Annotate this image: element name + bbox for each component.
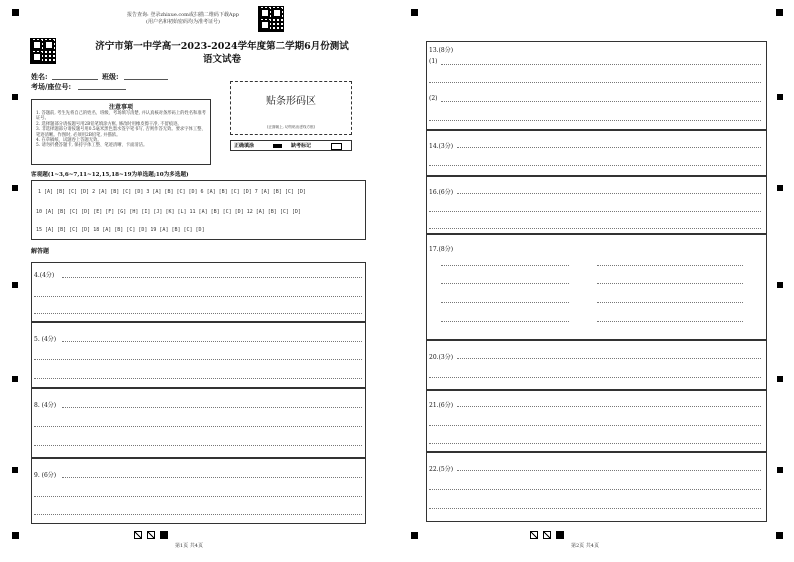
answer-line[interactable] [457, 470, 761, 471]
instruction-item: 4. 在草稿纸、试题卷上答题无效。 [36, 138, 102, 144]
answer-line[interactable] [441, 283, 569, 284]
answer-line[interactable] [34, 359, 362, 360]
answer-line[interactable] [62, 341, 362, 342]
answer-line[interactable] [457, 147, 761, 148]
subjective-title: 解答题 [31, 248, 50, 255]
class-blank[interactable] [124, 79, 168, 80]
sub-question-label: (1) [429, 58, 438, 65]
correct-fill-label: 正确填涂 [234, 143, 255, 149]
timing-mark [777, 185, 783, 191]
barcode-label: 贴条形码区 [266, 96, 316, 107]
question-label: 8. (4分) [34, 402, 57, 409]
answer-line[interactable] [441, 265, 569, 266]
question-label: 13.(8分) [429, 47, 454, 54]
missing-mark-label: 缺考标记 [291, 143, 312, 149]
answer-line[interactable] [429, 489, 761, 490]
room-label: 考场/座位号: [31, 82, 72, 91]
answer-line[interactable] [457, 193, 761, 194]
name-label: 姓名: [31, 72, 48, 81]
name-blank[interactable] [52, 79, 98, 80]
answer-line[interactable] [597, 321, 743, 322]
answer-block-q16 [426, 176, 767, 234]
question-label: 16.(6分) [429, 189, 454, 196]
objective-row[interactable]: 1 [A] [B] [C] [D] 2 [A] [B] [C] [D] 3 [A] [B] [C] [D] 6 [A] [B] [C] [D] 7 [A] [B] [C] [D] [38, 189, 306, 195]
notice-line2: (用户名和初始密码均为准考证号) [146, 19, 220, 25]
question-label: 22.(5分) [429, 466, 454, 473]
barcode-area [230, 81, 352, 135]
question-label: 20.(3分) [429, 354, 454, 361]
notice-line1: 报告查询: 登录zhixue.com或扫描二维码下载App [127, 12, 239, 18]
page-number-2: 第2页 共4页 [571, 543, 599, 549]
answer-line[interactable] [457, 358, 761, 359]
answer-block-q9 [31, 458, 366, 524]
fill-legend [230, 140, 352, 151]
answer-block-q5 [31, 322, 366, 388]
sub-question-label: (2) [429, 95, 438, 102]
question-label: 14.(3分) [429, 143, 454, 150]
name-field[interactable] [31, 72, 48, 82]
question-label: 4.(4分) [34, 272, 55, 279]
answer-line[interactable] [441, 101, 761, 102]
answer-block-q4 [31, 262, 366, 322]
page-marker [134, 531, 142, 539]
instruction-item: 3. 非选择题部分请按题号用0.5毫米黑色墨水签字笔书写, 否则作答无效。要求字体工整、笔迹清晰。作图时, 必须用2B铅笔, 并描浓。 [36, 127, 206, 138]
answer-line[interactable] [62, 407, 362, 408]
answer-line[interactable] [441, 302, 569, 303]
objective-row[interactable]: 10 [A] [B] [C] [D] [E] [F] [G] [H] [I] [J] [K] [L] 11 [A] [B] [C] [D] 12 [A] [B] [C] [D] [36, 209, 301, 215]
instructions-title: 注意事项 [108, 104, 133, 111]
answer-block-q17 [426, 234, 767, 340]
corner-mark [411, 9, 418, 16]
answer-block-q14 [426, 130, 767, 176]
answer-line[interactable] [429, 120, 761, 121]
answer-line[interactable] [429, 165, 761, 166]
answer-line[interactable] [429, 443, 761, 444]
page-number-1: 第1页 共4页 [175, 543, 203, 549]
class-field[interactable] [102, 72, 119, 82]
answer-line[interactable] [34, 426, 362, 427]
timing-mark [12, 94, 18, 100]
corner-mark [776, 532, 783, 539]
answer-line[interactable] [429, 228, 761, 229]
answer-line[interactable] [597, 302, 743, 303]
timing-mark [777, 467, 783, 473]
exam-title [72, 40, 372, 66]
instructions-box [31, 99, 211, 165]
timing-mark [12, 185, 18, 191]
question-label: 5. (4分) [34, 336, 57, 343]
qr-code-app [258, 6, 284, 32]
timing-mark [777, 94, 783, 100]
answer-block-q13 [426, 41, 767, 130]
objective-title: 客观题(1~3,6~7,11~12,15,18~19为单选题;10为多选题) [31, 172, 189, 178]
answer-line[interactable] [429, 508, 761, 509]
barcode-note: (正面朝上, 切勿贴出虚线方框) [266, 125, 316, 129]
answer-block-q22 [426, 452, 767, 522]
timing-mark [12, 282, 18, 288]
instruction-item: 1. 答题前, 考生先将自己的姓名、班级、考场填写清楚, 并认真核对条形码上的姓名和准考证号。 [36, 111, 206, 122]
answer-line[interactable] [441, 64, 761, 65]
timing-mark [12, 467, 18, 473]
answer-line[interactable] [62, 277, 362, 278]
answer-line[interactable] [429, 211, 761, 212]
answer-block-q8 [31, 388, 366, 458]
timing-mark [777, 376, 783, 382]
objective-box [31, 180, 366, 240]
page-marker [160, 531, 168, 539]
exam-title-line1: 济宁市第一中学高一2023-2024学年度第二学期6月份测试 [95, 41, 349, 52]
answer-block-q20 [426, 340, 767, 390]
answer-line[interactable] [34, 313, 362, 314]
question-label: 9. (6分) [34, 472, 57, 479]
room-blank[interactable] [78, 89, 126, 90]
corner-mark [411, 532, 418, 539]
answer-block-q21 [426, 390, 767, 452]
page-marker [543, 531, 551, 539]
corner-mark [776, 9, 783, 16]
question-label: 21.(6分) [429, 402, 454, 409]
answer-line[interactable] [62, 477, 362, 478]
corner-mark [12, 532, 19, 539]
answer-line[interactable] [429, 82, 761, 83]
room-field[interactable] [31, 82, 71, 92]
corner-mark [12, 9, 19, 16]
timing-mark [777, 282, 783, 288]
answer-line[interactable] [429, 425, 761, 426]
exam-title-line2: 语文试卷 [202, 54, 241, 65]
answer-line[interactable] [429, 377, 761, 378]
answer-line[interactable] [597, 283, 743, 284]
answer-line[interactable] [34, 378, 362, 379]
qr-code-student [30, 38, 56, 64]
answer-line[interactable] [441, 321, 569, 322]
objective-row[interactable]: 15 [A] [B] [C] [D] 18 [A] [B] [C] [D] 19 [A] [B] [C] [D] [36, 227, 205, 233]
question-label: 17.(8分) [429, 246, 454, 253]
page-marker [147, 531, 155, 539]
instruction-item: 5. 请勿折叠答题卡, 保持字体工整、笔迹清晰、卡面清洁。 [36, 143, 148, 149]
timing-mark [12, 376, 18, 382]
correct-fill-sample [273, 144, 282, 148]
page-marker [530, 531, 538, 539]
report-notice [118, 12, 248, 26]
missing-mark-box[interactable] [331, 143, 342, 150]
answer-line[interactable] [597, 265, 743, 266]
answer-line[interactable] [34, 514, 362, 515]
answer-line[interactable] [457, 406, 761, 407]
answer-line[interactable] [34, 445, 362, 446]
class-label: 班级: [102, 72, 119, 81]
page-marker [556, 531, 564, 539]
answer-line[interactable] [34, 296, 362, 297]
instruction-item: 2. 选择题部分请按题号用2B铅笔填涂方框, 修改时用橡皮擦干净, 不留痕迹。 [36, 121, 182, 127]
answer-line[interactable] [34, 496, 362, 497]
